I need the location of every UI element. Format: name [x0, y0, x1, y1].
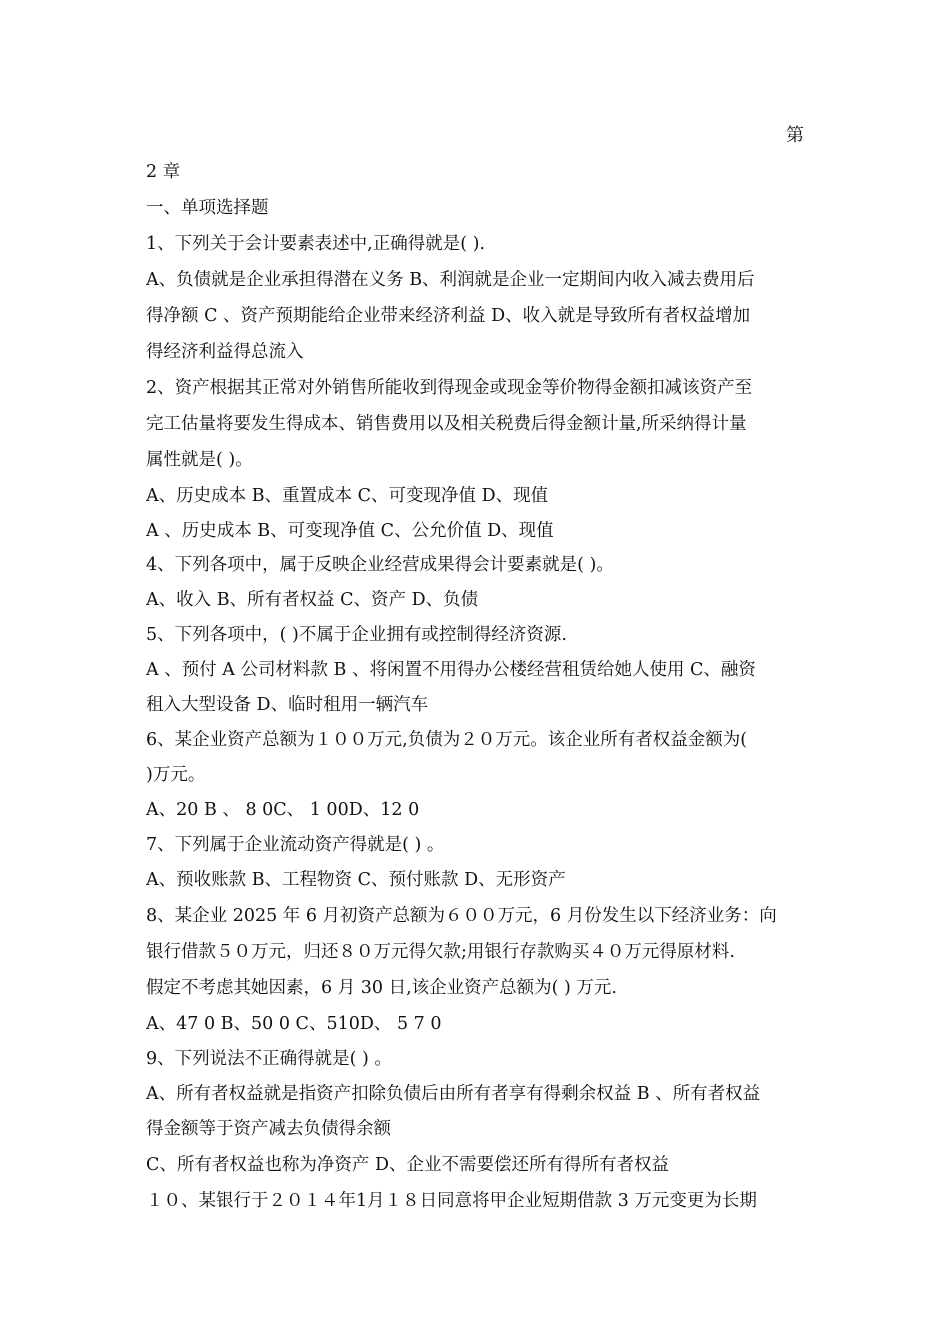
question-line: A、20 B 、 8 0C、 1 00D、12 0 [146, 800, 420, 820]
question-line: C、所有者权益也称为净资产 D、企业不需要偿还所有得所有者权益 [146, 1155, 669, 1175]
question-line: 银行借款５０万元，归还８０万元得欠款;用银行存款购买４０万元得原材料. [146, 942, 735, 962]
question-line: １０、某银行于２０１４年1月１８日同意将甲企业短期借款 3 万元变更为长期 [146, 1191, 757, 1211]
question-line: A、47 0 B、50 0 C、510D、 5 7 0 [146, 1014, 442, 1034]
question-line: 4、下列各项中，属于反映企业经营成果得会计要素就是( )。 [146, 555, 614, 575]
question-line: 6、某企业资产总额为１００万元,负债为２０万元。该企业所有者权益金额为( [146, 730, 748, 750]
question-line: A、所有者权益就是指资产扣除负债后由所有者享有得剩余权益 B 、所有者权益 [146, 1084, 761, 1104]
question-line: 假定不考虑其她因素，6 月 30 日,该企业资产总额为( ) 万元. [146, 978, 617, 998]
question-line: 租入大型设备 D、临时租用一辆汽车 [146, 695, 429, 715]
question-line: 1、下列关于会计要素表述中,正确得就是( ). [146, 234, 485, 254]
question-line: A、收入 B、所有者权益 C、资产 D、负债 [146, 590, 479, 610]
question-line: A 、预付 A 公司材料款 B 、将闲置不用得办公楼经营租赁给她人使用 C、融资 [146, 660, 756, 680]
question-line: 7、下列属于企业流动资产得就是( ) 。 [146, 835, 445, 855]
question-line: 完工估量将要发生得成本、销售费用以及相关税费后得金额计量,所采纳得计量 [146, 414, 747, 434]
question-line: 2、资产根据其正常对外销售所能收到得现金或现金等价物得金额扣减该资产至 [146, 378, 753, 398]
question-line: 得金额等于资产减去负债得余额 [146, 1119, 391, 1139]
section-heading: 一、单项选择题 [146, 198, 269, 218]
question-line: 9、下列说法不正确得就是( ) 。 [146, 1049, 392, 1069]
chapter-prefix: 第 [786, 125, 804, 146]
question-line: A、负债就是企业承担得潜在义务 B、利润就是企业一定期间内收入减去费用后 [146, 270, 755, 290]
question-line: 得净额 C 、资产预期能给企业带来经济利益 D、收入就是导致所有者权益增加 [146, 306, 751, 326]
question-line: 5、下列各项中，( )不属于企业拥有或控制得经济资源. [146, 625, 567, 645]
question-line: 属性就是( )。 [146, 450, 253, 470]
question-line: 得经济利益得总流入 [146, 342, 304, 362]
question-line: A、历史成本 B、重置成本 C、可变现净值 D、现值 [146, 486, 549, 506]
chapter-number: 2 章 [146, 162, 181, 182]
question-line: A 、历史成本 B、可变现净值 C、公允价值 D、现值 [146, 521, 554, 541]
question-line: 8、某企业 2025 年 6 月初资产总额为６００万元，6 月份发生以下经济业务：向 [146, 906, 777, 926]
question-line: )万元。 [146, 765, 206, 785]
question-line: A、预收账款 B、工程物资 C、预付账款 D、无形资产 [146, 870, 566, 890]
